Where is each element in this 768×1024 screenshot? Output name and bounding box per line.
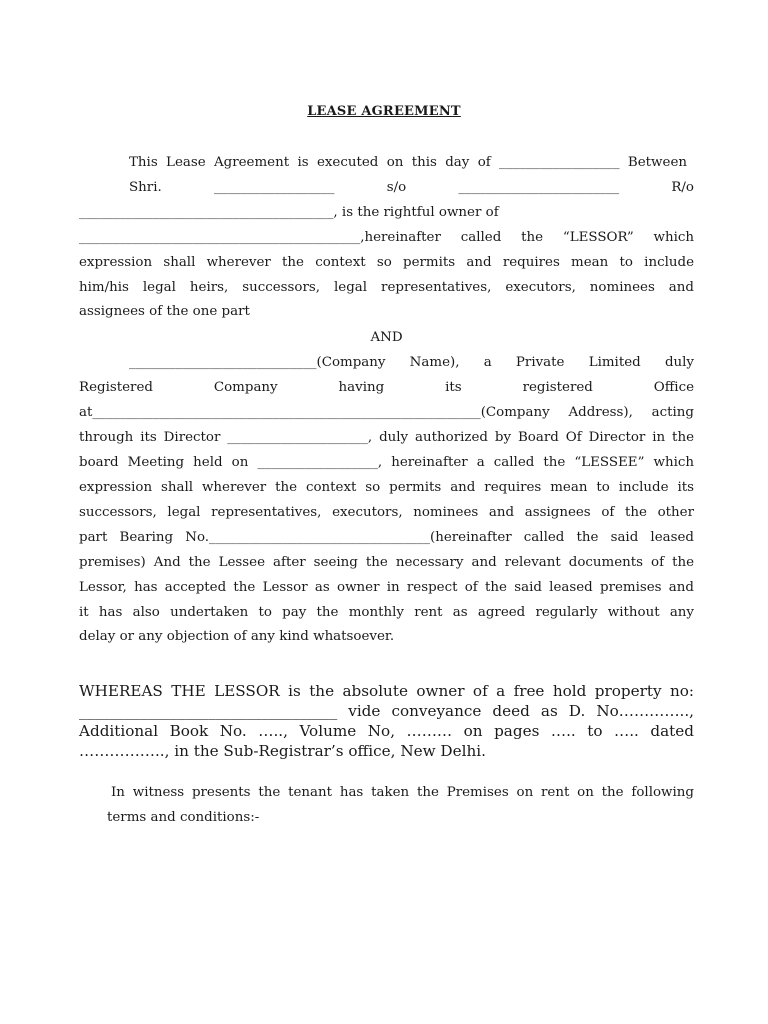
para2-line-9: premises) And the Lessee after seeing the necessary and relevant documents of the bbox=[79, 555, 694, 570]
and-label: AND bbox=[370, 330, 403, 345]
whereas-line-2: __________________________________ vide conveyance deed as D. No………….., bbox=[79, 702, 694, 720]
para1-line-4: __________________________________________,hereinafter called the “LESSOR” which bbox=[79, 230, 694, 245]
document-title: LEASE AGREEMENT bbox=[307, 104, 461, 119]
para2-line-6: expression shall wherever the context so permits and requires mean to include its bbox=[79, 480, 694, 495]
para2-line-1: ____________________________(Company Name), a Private Limited duly bbox=[129, 355, 694, 370]
para2-line-4: through its Director _____________________, duly authorized by Board Of Director in the bbox=[79, 430, 694, 445]
para2-line-10: Lessor, has accepted the Lessor as owner in respect of the said leased premises and bbox=[79, 580, 694, 595]
para1-line-2: Shri. __________________ s/o ________________________ R/o bbox=[129, 180, 694, 195]
whereas-line-1: WHEREAS THE LESSOR is the absolute owner of a free hold property no: bbox=[79, 682, 694, 700]
para2-line-7: successors, legal representatives, executors, nominees and assignees of the other bbox=[79, 505, 694, 520]
para2-line-8: part Bearing No._________________________________(hereinafter called the said leased bbox=[79, 530, 694, 545]
para1-line-1: This Lease Agreement is executed on this day of __________________ Between bbox=[129, 155, 687, 170]
para1-line-3: ______________________________________, is the rightful owner of bbox=[79, 205, 499, 220]
para2-line-5: board Meeting held on __________________, hereinafter a called the “LESSEE” which bbox=[79, 455, 694, 470]
whereas-line-4: …………….., in the Sub-Registrar’s office, New Delhi. bbox=[79, 742, 486, 760]
para1-line-5: expression shall wherever the context so permits and requires mean to include bbox=[79, 255, 694, 270]
para1-line-6: him/his legal heirs, successors, legal representatives, executors, nominees and bbox=[79, 280, 694, 295]
para2-line-11: it has also undertaken to pay the monthly rent as agreed regularly without any bbox=[79, 605, 694, 620]
para2-line-2: Registered Company having its registered Office bbox=[79, 380, 694, 395]
para2-line-3: at__________________________________________________________(Company Address), acting bbox=[79, 405, 694, 420]
whereas-line-3: Additional Book No. ….., Volume No, ……… on pages ….. to ….. dated bbox=[79, 722, 694, 740]
para1-line-7: assignees of the one part bbox=[79, 304, 250, 319]
witness-line-1: In witness presents the tenant has taken the Premises on rent on the following bbox=[111, 785, 694, 800]
witness-line-2: terms and conditions:- bbox=[107, 810, 260, 825]
para2-line-12: delay or any objection of any kind whatsoever. bbox=[79, 629, 395, 644]
